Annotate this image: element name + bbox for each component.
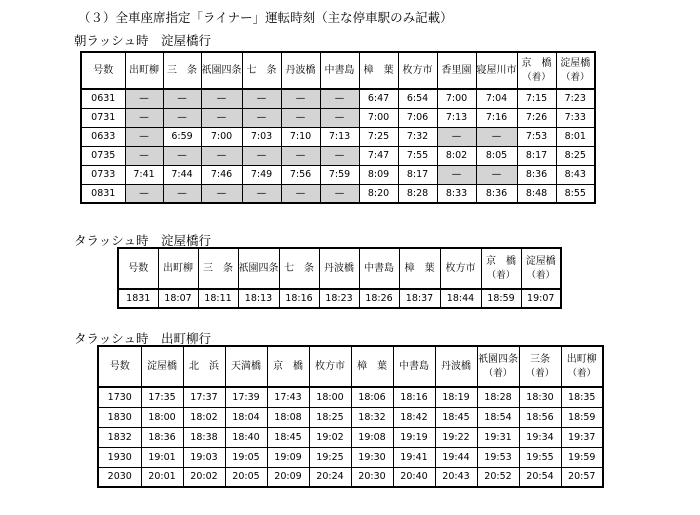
time-cell: 18:32 bbox=[351, 407, 393, 427]
col-header-sanjo bbox=[163, 52, 201, 89]
time-cell: 7:13 bbox=[320, 127, 359, 146]
col-header-kyobashi bbox=[517, 52, 556, 89]
arrival-label: （着） bbox=[522, 71, 551, 83]
time-cell: 7:41 bbox=[125, 165, 163, 184]
col-header-tambabashi bbox=[281, 52, 320, 89]
time-cell: — bbox=[476, 165, 517, 184]
col-header-demachiyanagi bbox=[158, 248, 198, 289]
train-number-cell: 1830 bbox=[98, 407, 141, 427]
station-name: 京 橋 bbox=[273, 360, 303, 372]
col-header-hirakatashi bbox=[309, 346, 351, 387]
time-cell: 19:05 bbox=[225, 447, 267, 467]
time-cell: 18:37 bbox=[399, 289, 440, 308]
col-header-sanjo bbox=[198, 248, 238, 289]
col-header-gion-shijo bbox=[201, 52, 242, 89]
time-cell: 18:25 bbox=[309, 407, 351, 427]
time-cell: — bbox=[125, 108, 163, 127]
time-cell: 7:00 bbox=[201, 127, 242, 146]
station-name: 号数 bbox=[109, 360, 130, 372]
time-cell: — bbox=[476, 127, 517, 146]
station-name: 天満橋 bbox=[231, 360, 261, 372]
time-cell: — bbox=[281, 89, 320, 108]
station-name: 祇園四条 bbox=[201, 64, 242, 76]
time-cell: 6:59 bbox=[163, 127, 201, 146]
time-cell: 20:24 bbox=[309, 467, 351, 487]
time-cell: 7:13 bbox=[437, 108, 476, 127]
train-number-cell: 2030 bbox=[98, 467, 141, 487]
time-cell: 7:55 bbox=[398, 146, 437, 165]
time-cell: 8:01 bbox=[556, 127, 595, 146]
time-cell: 18:00 bbox=[141, 407, 183, 427]
time-cell: 7:03 bbox=[242, 127, 281, 146]
col-header-hirakatashi bbox=[440, 248, 481, 289]
time-cell: — bbox=[242, 146, 281, 165]
time-cell: 19:08 bbox=[351, 427, 393, 447]
time-cell: — bbox=[163, 89, 201, 108]
col-header-demachiyanagi bbox=[561, 346, 603, 387]
time-cell: 8:02 bbox=[437, 146, 476, 165]
time-cell: 19:03 bbox=[183, 447, 225, 467]
time-cell: 8:20 bbox=[359, 184, 398, 203]
time-cell: 19:55 bbox=[519, 447, 561, 467]
col-header-number bbox=[81, 52, 125, 89]
time-cell: 18:06 bbox=[351, 387, 393, 407]
table-row bbox=[118, 289, 561, 308]
train-number-cell: 0633 bbox=[81, 127, 125, 146]
train-number-cell: 0735 bbox=[81, 146, 125, 165]
col-header-temmabashi bbox=[225, 346, 267, 387]
time-cell: 18:04 bbox=[225, 407, 267, 427]
col-header-yodoyabashi bbox=[556, 52, 595, 89]
arrival-label: （着） bbox=[483, 367, 513, 379]
time-cell: 18:13 bbox=[238, 289, 279, 308]
time-cell: 20:05 bbox=[225, 467, 267, 487]
time-cell: 7:44 bbox=[163, 165, 201, 184]
station-name: 七 条 bbox=[284, 262, 314, 274]
arrival-label: （着） bbox=[567, 367, 596, 379]
time-cell: 18:54 bbox=[477, 407, 519, 427]
time-cell: 17:39 bbox=[225, 387, 267, 407]
time-cell: 18:38 bbox=[183, 427, 225, 447]
station-name: 出町柳 bbox=[129, 64, 159, 76]
time-cell: 18:30 bbox=[519, 387, 561, 407]
header-row bbox=[118, 248, 561, 289]
time-cell: 18:59 bbox=[481, 289, 521, 308]
station-name: 出町柳 bbox=[163, 262, 193, 274]
time-cell: 7:10 bbox=[281, 127, 320, 146]
col-header-kuzuha bbox=[359, 52, 398, 89]
station-name: 京 橋 bbox=[486, 255, 516, 267]
time-cell: 8:55 bbox=[556, 184, 595, 203]
time-cell: 18:59 bbox=[561, 407, 603, 427]
station-name: 枚方市 bbox=[402, 64, 433, 76]
time-cell: 7:04 bbox=[476, 89, 517, 108]
time-cell: — bbox=[437, 165, 476, 184]
time-cell: 17:43 bbox=[267, 387, 309, 407]
station-name: 枚方市 bbox=[315, 360, 345, 372]
station-name: 淀屋橋 bbox=[560, 57, 591, 69]
time-cell: 18:42 bbox=[393, 407, 435, 427]
time-cell: 8:05 bbox=[476, 146, 517, 165]
time-cell: 18:02 bbox=[183, 407, 225, 427]
time-cell: 8:43 bbox=[556, 165, 595, 184]
time-cell: 8:09 bbox=[359, 165, 398, 184]
time-cell: — bbox=[320, 184, 359, 203]
table-row bbox=[98, 407, 603, 427]
time-cell: — bbox=[201, 184, 242, 203]
time-cell: 18:45 bbox=[267, 427, 309, 447]
time-cell: — bbox=[242, 89, 281, 108]
col-header-number bbox=[98, 346, 141, 387]
time-cell: 7:23 bbox=[556, 89, 595, 108]
time-cell: 18:16 bbox=[279, 289, 319, 308]
station-name: 枚方市 bbox=[445, 262, 476, 274]
time-cell: 19:25 bbox=[309, 447, 351, 467]
time-cell: 18:19 bbox=[435, 387, 477, 407]
station-name: 三 条 bbox=[203, 262, 233, 274]
time-cell: — bbox=[125, 127, 163, 146]
time-cell: — bbox=[320, 89, 359, 108]
station-name: 号数 bbox=[93, 64, 114, 76]
time-cell: 7:46 bbox=[201, 165, 242, 184]
time-cell: 18:45 bbox=[435, 407, 477, 427]
time-cell: — bbox=[163, 146, 201, 165]
station-name: 北 浜 bbox=[189, 360, 219, 372]
time-cell: 19:34 bbox=[519, 427, 561, 447]
table-row bbox=[81, 89, 595, 108]
time-cell: 7:00 bbox=[359, 108, 398, 127]
time-cell: 8:48 bbox=[517, 184, 556, 203]
table-heading-morning-yodoyabashi: 朝ラッシュ時 淀屋橋行 bbox=[74, 33, 212, 48]
time-cell: 20:43 bbox=[435, 467, 477, 487]
time-cell: 8:36 bbox=[476, 184, 517, 203]
col-header-chushojima bbox=[359, 248, 399, 289]
station-name: 丹波橋 bbox=[441, 360, 471, 372]
time-cell: 7:26 bbox=[517, 108, 556, 127]
time-cell: 7:53 bbox=[517, 127, 556, 146]
train-number-cell: 0733 bbox=[81, 165, 125, 184]
train-number-cell: 1930 bbox=[98, 447, 141, 467]
col-header-yodoyabashi bbox=[141, 346, 183, 387]
time-cell: 8:17 bbox=[517, 146, 556, 165]
col-header-kuzuha bbox=[399, 248, 440, 289]
station-name: 中書島 bbox=[324, 64, 355, 76]
time-cell: 19:41 bbox=[393, 447, 435, 467]
timetable-evening-yodoyabashi bbox=[117, 247, 562, 309]
header-row bbox=[98, 346, 603, 387]
table-row bbox=[98, 467, 603, 487]
time-cell: 18:28 bbox=[477, 387, 519, 407]
col-header-gion-shijo bbox=[238, 248, 279, 289]
time-cell: — bbox=[320, 108, 359, 127]
time-cell: — bbox=[281, 146, 320, 165]
time-cell: 20:52 bbox=[477, 467, 519, 487]
col-header-tambabashi bbox=[435, 346, 477, 387]
time-cell: 19:31 bbox=[477, 427, 519, 447]
train-number-cell: 0731 bbox=[81, 108, 125, 127]
col-header-kuzuha bbox=[351, 346, 393, 387]
time-cell: 20:54 bbox=[519, 467, 561, 487]
time-cell: 20:02 bbox=[183, 467, 225, 487]
time-cell: 18:44 bbox=[440, 289, 481, 308]
time-cell: 7:47 bbox=[359, 146, 398, 165]
table-row bbox=[98, 387, 603, 407]
table-heading-evening-yodoyabashi: タラッシュ時 淀屋橋行 bbox=[74, 233, 212, 248]
time-cell: 8:36 bbox=[517, 165, 556, 184]
col-header-kyobashi bbox=[267, 346, 309, 387]
time-cell: 7:15 bbox=[517, 89, 556, 108]
station-name: 出町柳 bbox=[566, 353, 597, 365]
time-cell: 19:02 bbox=[309, 427, 351, 447]
time-cell: 8:17 bbox=[398, 165, 437, 184]
station-name: 号数 bbox=[128, 262, 149, 274]
time-cell: 19:53 bbox=[477, 447, 519, 467]
station-name: 淀屋橋 bbox=[147, 360, 177, 372]
train-number-cell: 0631 bbox=[81, 89, 125, 108]
time-cell: 18:36 bbox=[141, 427, 183, 447]
col-header-chushojima bbox=[393, 346, 435, 387]
time-cell: — bbox=[320, 146, 359, 165]
time-cell: 19:19 bbox=[393, 427, 435, 447]
time-cell: — bbox=[242, 108, 281, 127]
station-name: 中書島 bbox=[364, 262, 394, 274]
time-cell: — bbox=[163, 108, 201, 127]
time-cell: 20:01 bbox=[141, 467, 183, 487]
time-cell: 19:44 bbox=[435, 447, 477, 467]
time-cell: — bbox=[125, 89, 163, 108]
station-name: 三条 bbox=[530, 353, 550, 365]
time-cell: — bbox=[163, 184, 201, 203]
time-cell: 18:26 bbox=[359, 289, 399, 308]
arrival-label: （着） bbox=[526, 269, 555, 281]
station-name: 樟 葉 bbox=[363, 64, 394, 76]
station-name: 中書島 bbox=[399, 360, 429, 372]
table-row bbox=[98, 447, 603, 467]
train-number-cell: 1831 bbox=[118, 289, 158, 308]
col-header-kyobashi bbox=[481, 248, 521, 289]
time-cell: 8:28 bbox=[398, 184, 437, 203]
col-header-shichijo bbox=[242, 52, 281, 89]
table-row bbox=[81, 184, 595, 203]
station-name: 香里園 bbox=[441, 64, 472, 76]
station-name: 七 条 bbox=[246, 64, 277, 76]
time-cell: 7:59 bbox=[320, 165, 359, 184]
station-name: 淀屋橋 bbox=[525, 255, 556, 267]
station-name: 樟 葉 bbox=[357, 360, 387, 372]
col-header-hirakatashi bbox=[398, 52, 437, 89]
train-number-cell: 1730 bbox=[98, 387, 141, 407]
train-number-cell: 0831 bbox=[81, 184, 125, 203]
time-cell: 18:16 bbox=[393, 387, 435, 407]
station-name: 祇園四条 bbox=[238, 262, 279, 274]
time-cell: 20:57 bbox=[561, 467, 603, 487]
time-cell: 19:09 bbox=[267, 447, 309, 467]
time-cell: 20:40 bbox=[393, 467, 435, 487]
table-heading-evening-demachiyanagi: タラッシュ時 出町柳行 bbox=[74, 331, 212, 346]
time-cell: — bbox=[281, 108, 320, 127]
time-cell: 7:32 bbox=[398, 127, 437, 146]
col-header-gion-shijo bbox=[477, 346, 519, 387]
col-header-tambabashi bbox=[319, 248, 359, 289]
arrival-label: （着） bbox=[486, 269, 516, 281]
time-cell: 6:54 bbox=[398, 89, 437, 108]
time-cell: 18:56 bbox=[519, 407, 561, 427]
time-cell: 8:33 bbox=[437, 184, 476, 203]
time-cell: 6:47 bbox=[359, 89, 398, 108]
col-header-number bbox=[118, 248, 158, 289]
time-cell: 18:11 bbox=[198, 289, 238, 308]
time-cell: — bbox=[125, 184, 163, 203]
time-cell: 19:30 bbox=[351, 447, 393, 467]
time-cell: 18:00 bbox=[309, 387, 351, 407]
table-row bbox=[98, 427, 603, 447]
time-cell: 7:33 bbox=[556, 108, 595, 127]
timetable-evening-demachiyanagi bbox=[97, 345, 604, 488]
station-name: 祇園四条 bbox=[478, 353, 518, 365]
table-row bbox=[81, 165, 595, 184]
table-row bbox=[81, 146, 595, 165]
time-cell: — bbox=[201, 146, 242, 165]
time-cell: 20:09 bbox=[267, 467, 309, 487]
time-cell: 19:07 bbox=[521, 289, 561, 308]
col-header-neyagawashi bbox=[476, 52, 517, 89]
col-header-shichijo bbox=[279, 248, 319, 289]
time-cell: 8:25 bbox=[556, 146, 595, 165]
time-cell: — bbox=[201, 89, 242, 108]
time-cell: 20:30 bbox=[351, 467, 393, 487]
col-header-sanjo bbox=[519, 346, 561, 387]
time-cell: 18:35 bbox=[561, 387, 603, 407]
time-cell: 7:25 bbox=[359, 127, 398, 146]
col-header-korien bbox=[437, 52, 476, 89]
time-cell: — bbox=[125, 146, 163, 165]
arrival-label: （着） bbox=[560, 71, 590, 83]
station-name: 樟 葉 bbox=[404, 262, 435, 274]
time-cell: 18:40 bbox=[225, 427, 267, 447]
table-row bbox=[81, 108, 595, 127]
time-cell: 19:59 bbox=[561, 447, 603, 467]
time-cell: 7:16 bbox=[476, 108, 517, 127]
station-name: 三 条 bbox=[167, 64, 197, 76]
arrival-label: （着） bbox=[525, 367, 555, 379]
time-cell: 7:06 bbox=[398, 108, 437, 127]
time-cell: 19:22 bbox=[435, 427, 477, 447]
time-cell: 18:23 bbox=[319, 289, 359, 308]
time-cell: — bbox=[242, 184, 281, 203]
time-cell: — bbox=[201, 108, 242, 127]
time-cell: — bbox=[437, 127, 476, 146]
time-cell: — bbox=[281, 184, 320, 203]
time-cell: 17:37 bbox=[183, 387, 225, 407]
time-cell: 17:35 bbox=[141, 387, 183, 407]
col-header-chushojima bbox=[320, 52, 359, 89]
time-cell: 18:08 bbox=[267, 407, 309, 427]
time-cell: 18:07 bbox=[158, 289, 198, 308]
col-header-kitahama bbox=[183, 346, 225, 387]
col-header-yodoyabashi bbox=[521, 248, 561, 289]
station-name: 丹波橋 bbox=[285, 64, 316, 76]
table-row bbox=[81, 127, 595, 146]
station-name: 丹波橋 bbox=[324, 262, 354, 274]
station-name: 京 橋 bbox=[521, 57, 552, 69]
header-row bbox=[81, 52, 595, 89]
train-number-cell: 1832 bbox=[98, 427, 141, 447]
time-cell: 7:00 bbox=[437, 89, 476, 108]
col-header-demachiyanagi bbox=[125, 52, 163, 89]
time-cell: 7:56 bbox=[281, 165, 320, 184]
document-title: （３）全車座席指定「ライナー」運転時刻（主な停車駅のみ記載） bbox=[78, 10, 453, 25]
time-cell: 7:49 bbox=[242, 165, 281, 184]
timetable-morning-yodoyabashi bbox=[80, 51, 596, 204]
time-cell: 19:01 bbox=[141, 447, 183, 467]
time-cell: 19:37 bbox=[561, 427, 603, 447]
station-name: 寝屋川市 bbox=[476, 64, 517, 76]
